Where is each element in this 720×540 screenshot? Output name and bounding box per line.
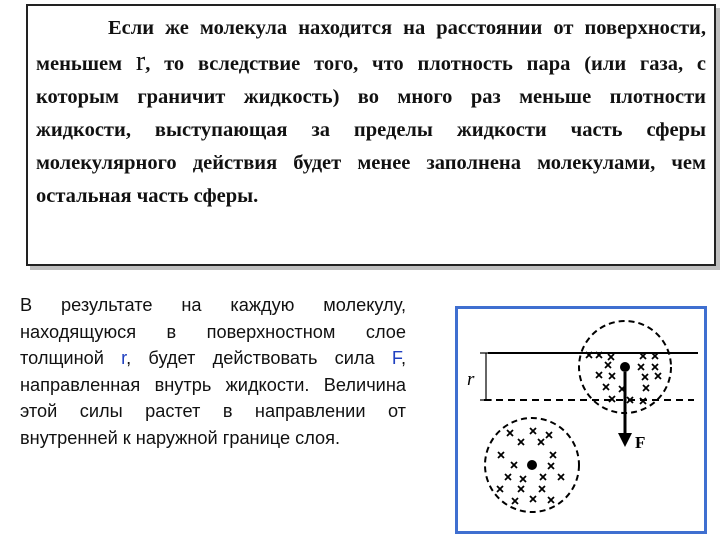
molecular-sphere-figure — [455, 306, 707, 534]
x-mark — [609, 373, 615, 379]
thickness-label-r: r — [467, 369, 475, 390]
top-text-box — [26, 4, 716, 266]
x-mark — [511, 462, 517, 468]
force-arrowhead — [618, 433, 632, 447]
x-mark — [550, 452, 556, 458]
top-paragraph — [36, 12, 706, 213]
x-mark — [655, 373, 661, 379]
x-mark — [507, 430, 513, 436]
force-label-F: F — [635, 433, 646, 452]
x-mark — [520, 476, 526, 482]
x-mark — [642, 374, 648, 380]
x-mark — [497, 486, 503, 492]
x-mark — [518, 439, 524, 445]
bottom-paragraph-part3: , направленная внутрь жидкости. Величина этой силы растет в направлении от внутренней к наружной границе слоя. — [20, 348, 406, 448]
x-mark — [596, 372, 602, 378]
x-mark — [603, 384, 609, 390]
x-mark — [558, 474, 564, 480]
top-paragraph-part2: , то вследствие того, что плотность пара (или газа, с которым граничит жидкость) во много раз меньше плотности жидкости, выступающая за пределы жидкости часть сферы молекулярного действия будет менее заполнена молекулами, чем остальная часть сферы. — [36, 53, 706, 207]
top-paragraph-part1: Если же молекула находится на расстоянии от поверхности, меньшем — [36, 17, 706, 75]
surface-molecule — [620, 362, 630, 372]
x-mark — [505, 474, 511, 480]
x-mark — [643, 385, 649, 391]
x-mark — [605, 362, 611, 368]
x-mark — [530, 496, 536, 502]
symbol-F: F — [391, 348, 401, 368]
bottom-paragraph-part2: , будет действовать сила — [126, 348, 392, 368]
x-mark — [518, 486, 524, 492]
bulk-molecule — [527, 460, 537, 470]
x-mark — [530, 428, 536, 434]
x-mark — [512, 498, 518, 504]
x-mark — [539, 486, 545, 492]
x-mark — [652, 364, 658, 370]
x-mark — [546, 432, 552, 438]
neighbor-molecule-marks — [497, 352, 661, 504]
x-mark — [548, 497, 554, 503]
bottom-paragraph-part1: В результате на каждую молекулу, находящуюся в поверхностном слое толщиной — [20, 295, 406, 368]
x-mark — [638, 364, 644, 370]
bottom-paragraph — [20, 292, 406, 451]
figure-svg — [458, 309, 704, 531]
x-mark — [608, 354, 614, 360]
x-mark — [498, 452, 504, 458]
symbol-r-top: r — [135, 46, 146, 77]
x-mark — [540, 474, 546, 480]
symbol-r-bottom: r — [121, 348, 127, 368]
x-mark — [548, 463, 554, 469]
x-mark — [538, 439, 544, 445]
